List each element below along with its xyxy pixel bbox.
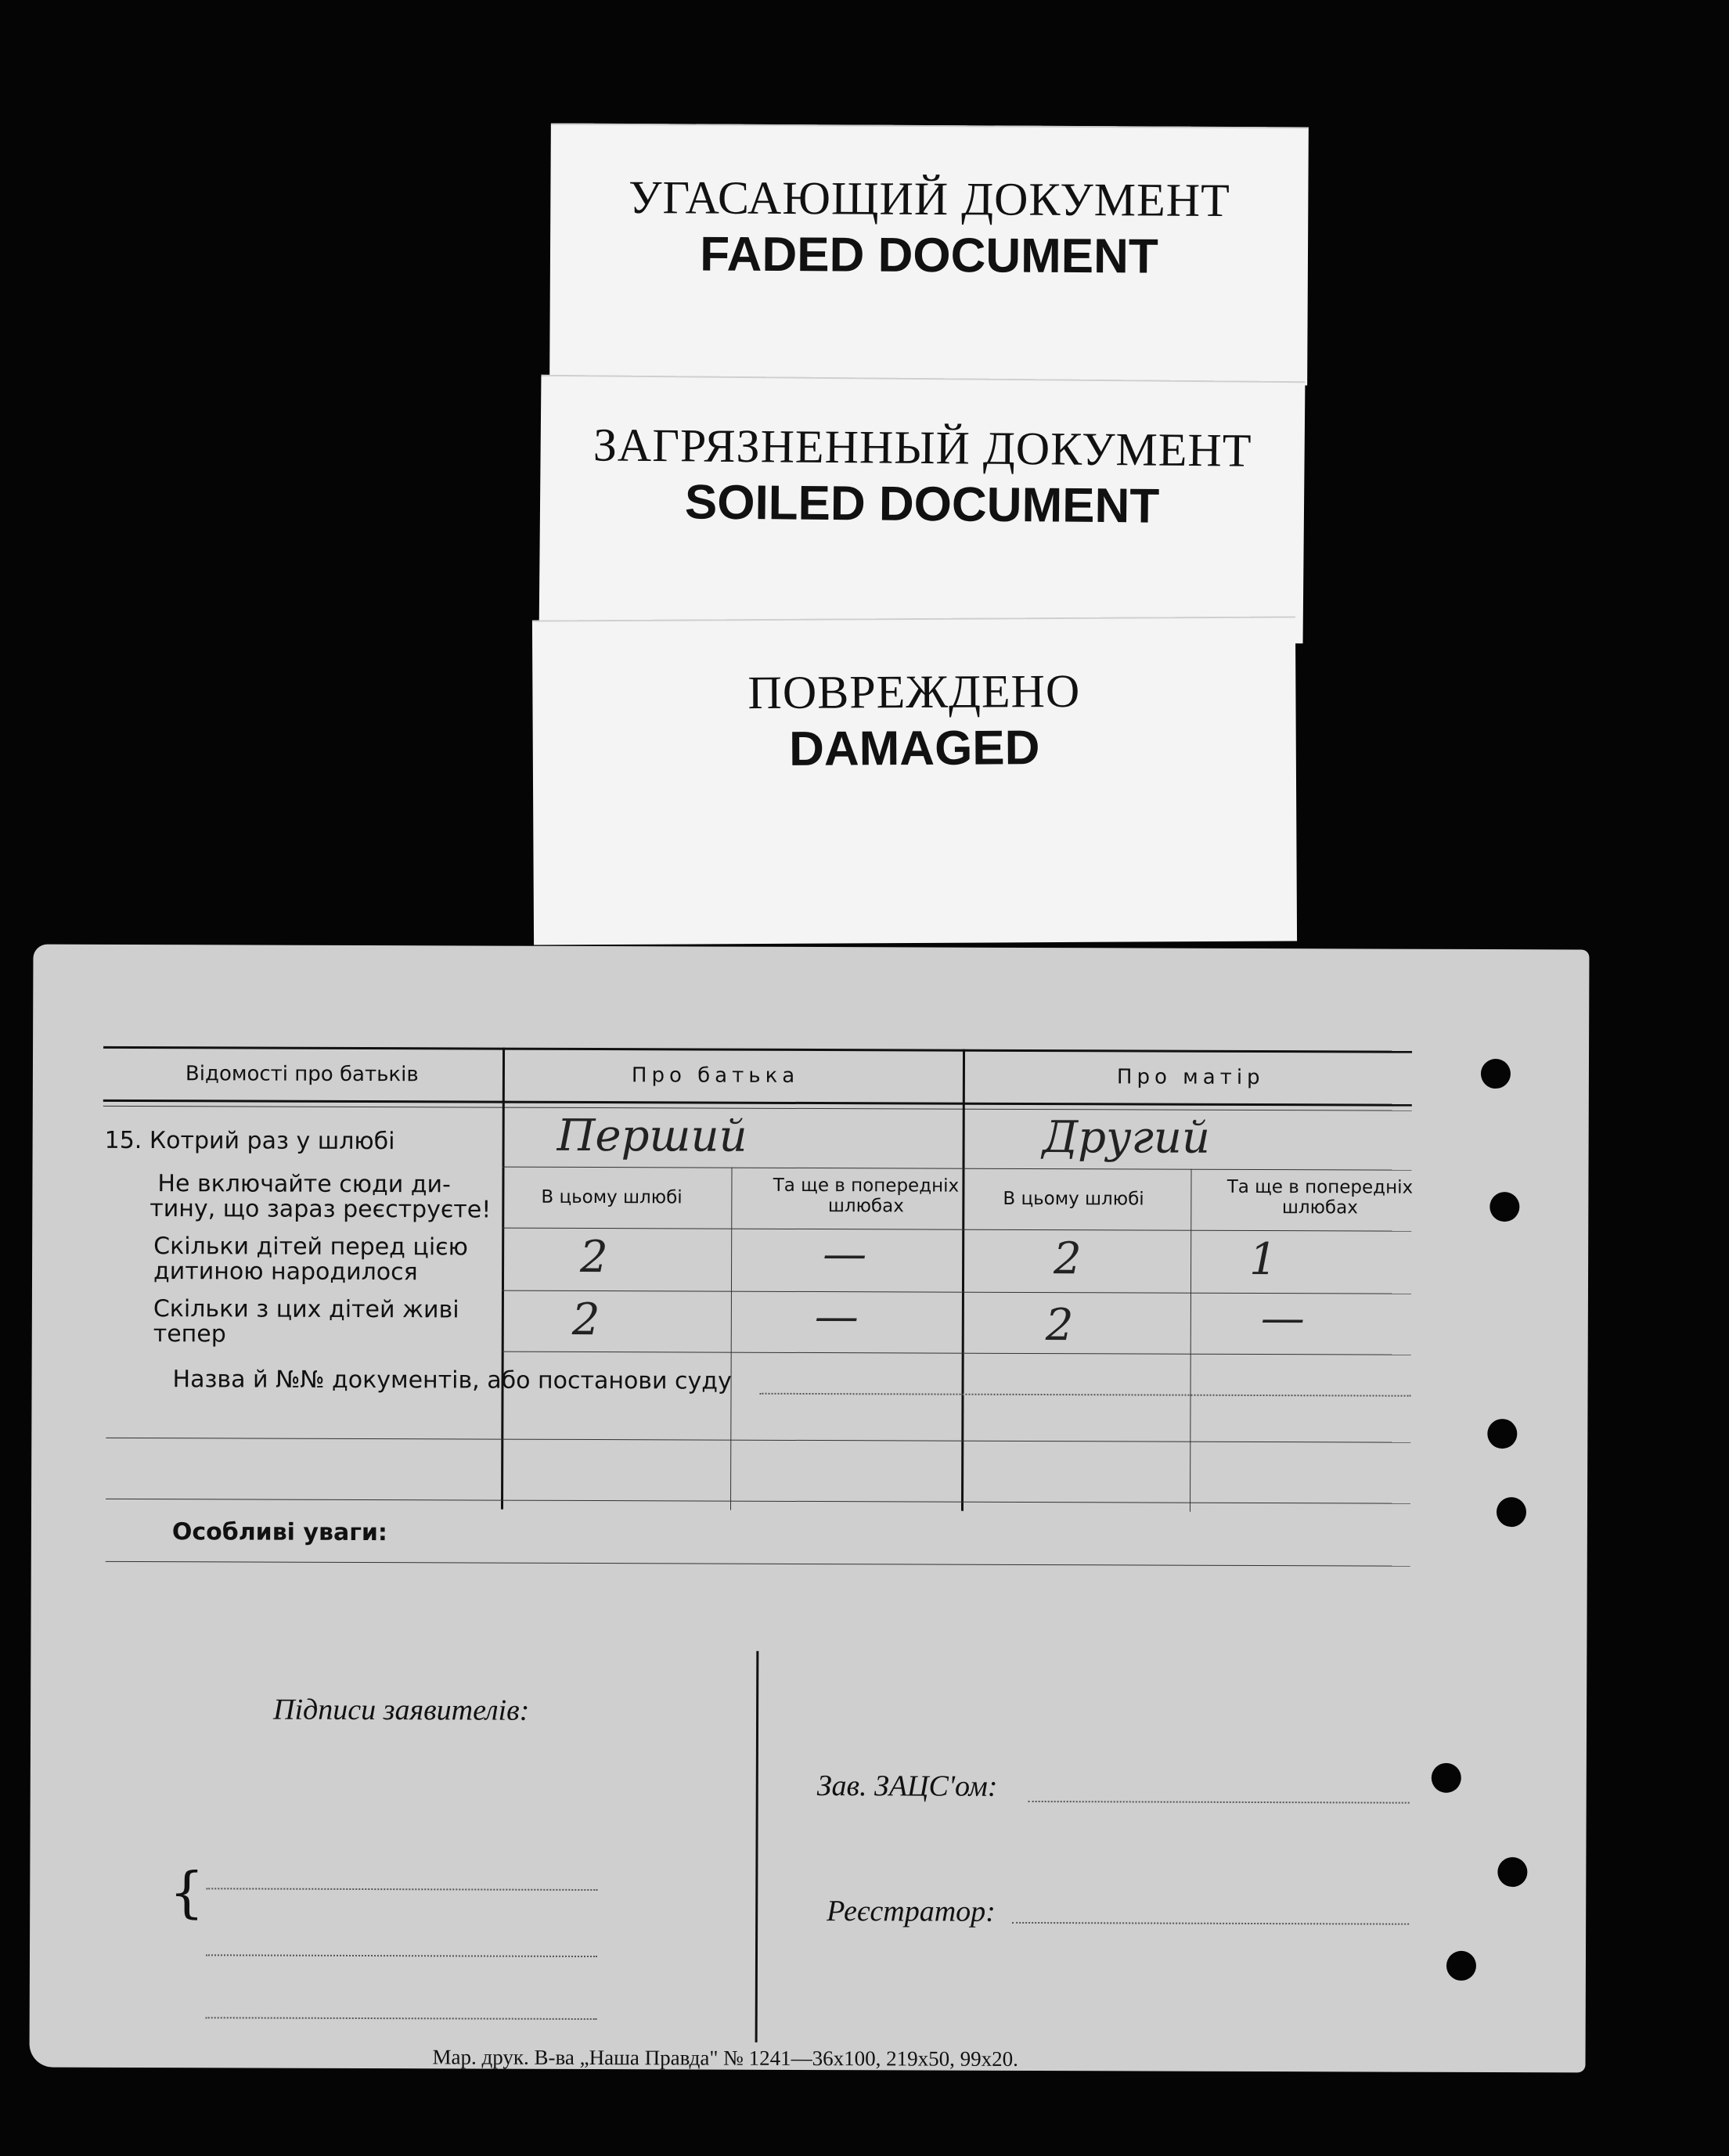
- children-alive-mother-prev: —: [1260, 1293, 1305, 1344]
- note-line-2: тину, що зараз реєструєте!: [149, 1195, 492, 1224]
- signature-line-2: [206, 1954, 597, 1957]
- alive-row-bottom-rule: [502, 1352, 1411, 1355]
- damaged-document-label: [532, 616, 1297, 945]
- col-line-mother: [961, 1049, 965, 1511]
- signature-bracket: {: [169, 1860, 204, 1925]
- children-alive-father-this: 2: [571, 1294, 600, 1346]
- father-prev-header-line2: шлюбах: [827, 1196, 904, 1217]
- children-born-line-2: дитиною народилося: [153, 1258, 418, 1287]
- children-born-mother-prev: 1: [1249, 1233, 1277, 1286]
- signature-divider: [755, 1651, 759, 2043]
- row15-label: 15. Котрий раз у шлюбі: [104, 1126, 395, 1156]
- head-office-line: [1028, 1801, 1410, 1804]
- damaged-label-ru: ПОВРЕЖДЕНО: [747, 664, 1081, 719]
- children-alive-line-2: тепер: [153, 1320, 226, 1348]
- children-born-father-this: 2: [580, 1231, 608, 1283]
- subheader-bottom-rule: [502, 1228, 1411, 1232]
- col-line-mother-split: [1190, 1169, 1192, 1512]
- faded-document-label: [549, 123, 1309, 385]
- row15-mother-value: Другий: [1042, 1112, 1211, 1164]
- punch-hole-7: [1446, 1951, 1476, 1981]
- children-born-mother-this: 2: [1054, 1233, 1082, 1285]
- documents-label: Назва й №№ документів, або постанови суду: [172, 1366, 732, 1395]
- children-alive-mother-this: 2: [1045, 1300, 1074, 1352]
- faded-label-en: FADED DOCUMENT: [700, 227, 1158, 284]
- signature-line-3: [206, 2017, 597, 2020]
- punch-hole-3: [1487, 1419, 1517, 1449]
- punch-hole-6: [1497, 1857, 1527, 1887]
- signatures-label: Підписи заявителів:: [273, 1693, 530, 1727]
- children-alive-line-1: Скільки з цих дітей живі: [153, 1295, 459, 1324]
- col-line-father: [501, 1048, 505, 1510]
- note-line-1: Не включайте сюди ди-: [157, 1170, 451, 1199]
- col-line-father-split: [730, 1168, 733, 1510]
- remarks-label: Особливі уваги:: [171, 1518, 387, 1547]
- father-this-marriage-header: В цьому шлюбі: [541, 1186, 683, 1208]
- header-bottom-rule: [103, 1100, 1412, 1107]
- registration-form: [30, 945, 1590, 2073]
- faded-label-ru: УГАСАЮЩИЙ ДОКУМЕНТ: [628, 171, 1230, 227]
- printer-footer: Мар. друк. В-ва „Наша Правда" № 1241—36х100, 219х50, 99х20.: [432, 2045, 1019, 2071]
- row15-father-value: Перший: [557, 1110, 747, 1162]
- father-prev-header-line1: Та ще в попередніх: [773, 1175, 960, 1197]
- registrar-line: [1012, 1922, 1409, 1925]
- punch-hole-4: [1497, 1497, 1526, 1527]
- header-about-father: Про батька: [631, 1064, 800, 1088]
- mother-prev-header-line2: шлюбах: [1281, 1197, 1358, 1218]
- soiled-label-ru: ЗАГРЯЗНЕННЫЙ ДОКУМЕНТ: [593, 419, 1252, 477]
- mother-prev-marriages-header: [1206, 1177, 1433, 1218]
- soiled-label-en: SOILED DOCUMENT: [684, 475, 1160, 534]
- header-double-rule: [103, 1106, 1412, 1111]
- signature-line-1: [206, 1888, 597, 1891]
- soiled-document-label: [539, 375, 1306, 644]
- father-prev-marriages-header: [752, 1175, 979, 1217]
- punch-hole-2: [1489, 1192, 1519, 1222]
- children-born-father-prev: —: [823, 1229, 867, 1280]
- punch-hole-5: [1432, 1763, 1461, 1793]
- children-born-line-1: Скільки дітей перед цією: [153, 1233, 469, 1262]
- head-office-label: Зав. ЗАЦС'ом:: [816, 1769, 998, 1803]
- children-alive-father-prev: —: [814, 1291, 859, 1343]
- header-about-mother: Про матір: [1116, 1065, 1265, 1090]
- documents-line-3: [106, 1499, 1410, 1504]
- table-top-rule: [103, 1046, 1412, 1053]
- remarks-line: [106, 1561, 1410, 1567]
- punch-hole-1: [1481, 1059, 1511, 1089]
- documents-dotted-line: [760, 1393, 1411, 1397]
- registrar-label: Реєстратор:: [827, 1895, 996, 1928]
- mother-prev-header-line1: Та ще в попередніх: [1227, 1176, 1414, 1198]
- row15-bottom-rule: [502, 1167, 1412, 1171]
- damaged-label-en: DAMAGED: [788, 721, 1040, 776]
- documents-line-2: [106, 1438, 1410, 1443]
- mother-this-marriage-header: В цьому шлюбі: [1003, 1188, 1144, 1210]
- header-parents-info: Відомості про батьків: [185, 1062, 419, 1087]
